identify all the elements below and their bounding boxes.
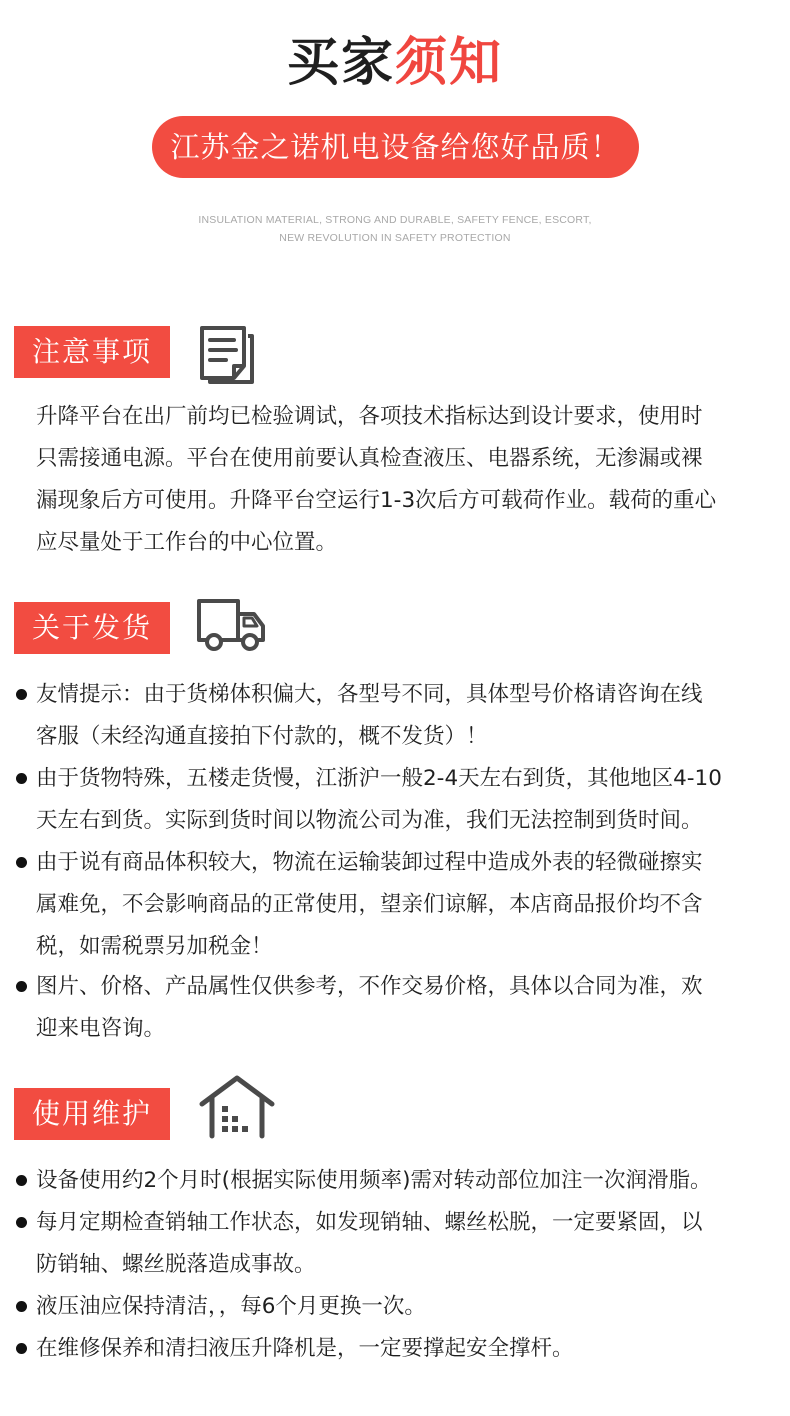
house-icon — [198, 1074, 276, 1140]
shipping-bullet — [14, 966, 790, 1050]
bullet-line: 设备使用约2个月时(根据实际使用频率)需对转动部位加注一次润滑脂。 — [36, 1168, 712, 1193]
bullet-line: 液压油应保持清洁，，每6个月更换一次。 — [36, 1294, 426, 1319]
notice-line: 应尽量处于工作台的中心位置。 — [36, 530, 338, 555]
page-title — [0, 30, 790, 96]
maintenance-bullet — [14, 1160, 790, 1202]
bullet-line: 客服（未经沟通直接拍下付款的，概不发货）！ — [36, 724, 488, 749]
bullet-line: 迎来电咨询。 — [36, 1016, 166, 1041]
notice-line: 漏现象后方可使用。升降平台空运行1-3次后方可载荷作业。载荷的重心 — [36, 488, 717, 513]
title-red: 须知 — [395, 33, 504, 93]
bullet-line: 由于说有商品体积较大，物流在运输装卸过程中造成外表的轻微碰擦实 — [36, 850, 703, 875]
maintenance-bullet — [14, 1286, 790, 1328]
bullet-line: 每月定期检查销轴工作状态，如发现销轴、螺丝松脱，一定要紧固，以 — [36, 1210, 703, 1235]
bullet-line: 由于货物特殊，五楼走货慢，江浙沪一般2-4天左右到货，其他地区4-10 — [36, 766, 722, 791]
bullet-line: 税，如需税票另加税金！ — [36, 934, 273, 959]
document-icon — [196, 322, 258, 384]
bullet-line: 图片、价格、产品属性仅供参考，不作交易价格，具体以合同为准，欢 — [36, 974, 703, 999]
section-tag-maintenance: 使用维护 — [14, 1088, 170, 1140]
truck-icon — [194, 596, 268, 654]
bullet-line: 友情提示：由于货梯体积偏大，各型号不同，具体型号价格请咨询在线 — [36, 682, 703, 707]
notice-line: 升降平台在出厂前均已检验调试，各项技术指标达到设计要求，使用时 — [36, 404, 703, 429]
maintenance-bullet — [14, 1202, 790, 1286]
shipping-bullet — [14, 758, 790, 842]
maintenance-bullet — [14, 1328, 790, 1370]
bullet-dot — [16, 1175, 27, 1186]
section-tag-notice: 注意事项 — [14, 326, 170, 378]
bullet-dot — [16, 689, 27, 700]
bullet-dot — [16, 1343, 27, 1354]
bullet-line: 天左右到货。实际到货时间以物流公司为准，我们无法控制到货时间。 — [36, 808, 703, 833]
company-banner: 江苏金之诺机电设备给您好品质！ — [152, 116, 639, 178]
section-tag-shipping: 关于发货 — [14, 602, 170, 654]
bullet-dot — [16, 1217, 27, 1228]
shipping-bullet — [14, 842, 790, 968]
subtitle-line-1: INSULATION MATERIAL, STRONG AND DURABLE, SAFETY FENCE, ESCORT, — [198, 214, 592, 226]
bullet-line: 防销轴、螺丝脱落造成事故。 — [36, 1252, 316, 1277]
bullet-dot — [16, 773, 27, 784]
bullet-line: 属难免，不会影响商品的正常使用，望亲们谅解，本店商品报价均不含 — [36, 892, 703, 917]
bullet-dot — [16, 981, 27, 992]
shipping-bullet — [14, 674, 790, 758]
notice-line: 只需接通电源。平台在使用前要认真检查液压、电器系统，无渗漏或裸 — [36, 446, 703, 471]
notice-paragraph — [36, 396, 786, 564]
bullet-dot — [16, 1301, 27, 1312]
subtitle-line-2: NEW REVOLUTION IN SAFETY PROTECTION — [279, 232, 511, 244]
title-black: 买家 — [286, 33, 395, 93]
bullet-dot — [16, 857, 27, 868]
bullet-line: 在维修保养和清扫液压升降机是，一定要撑起安全撑杆。 — [36, 1336, 574, 1361]
